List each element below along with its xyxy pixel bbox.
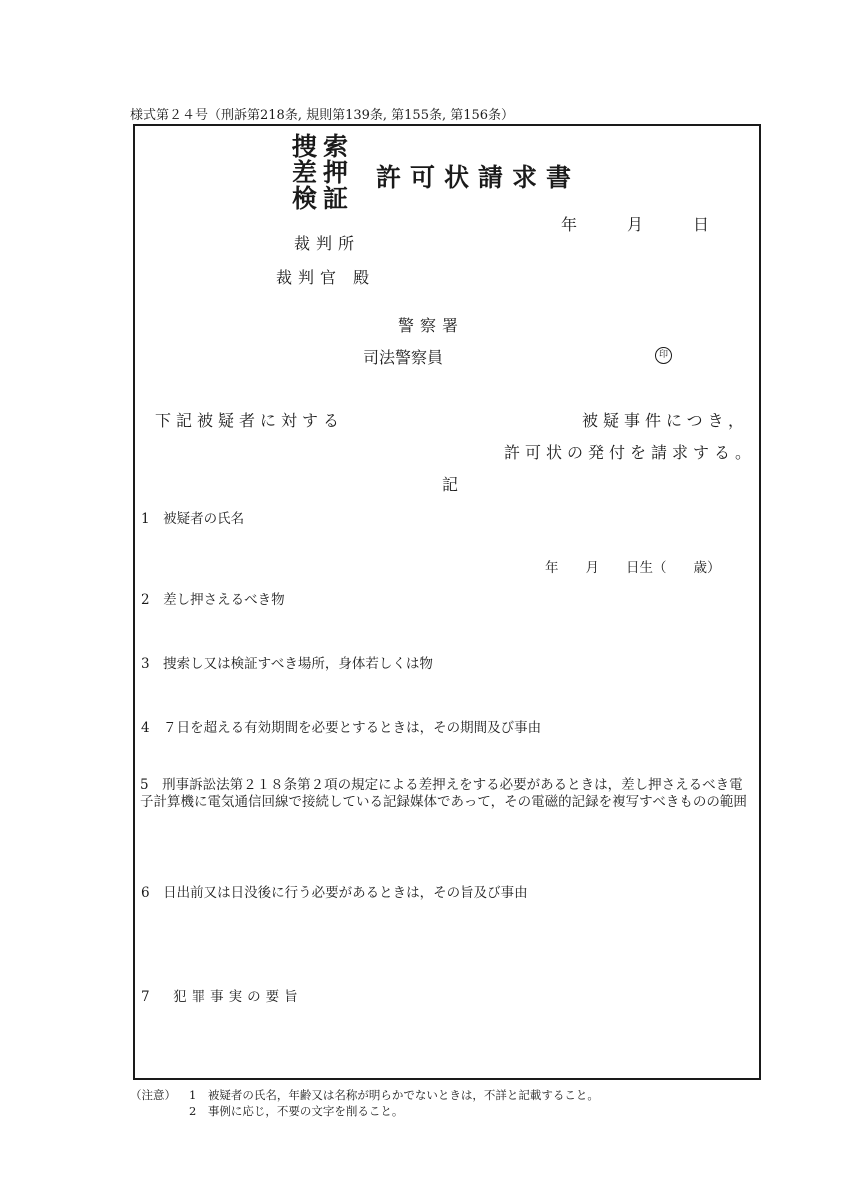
note-2: 2 事例に応じ，不要の文字を削ること。 — [189, 1104, 404, 1118]
request-case: 被疑事件につき， — [582, 411, 750, 430]
court-name: 裁判所 — [294, 234, 361, 253]
seal-mark: 印 — [655, 347, 672, 364]
item-4-validity-period: 4 ７日を超える有効期間を必要とするときは，その期間及び事由 — [141, 720, 542, 736]
item-5-electronic-records: 5 刑事訴訟法第２１８条第２項の規定による差押えをする必要があるときは，差し押さえるべき電子計算機に電気通信回線で接続している記録媒体であって，その電磁的記録を複写すべきものの範囲 — [140, 777, 747, 810]
officer-title: 司法警察員 — [363, 348, 444, 367]
item-2-items-to-seize: 2 差し押さえるべき物 — [141, 592, 285, 608]
notes-label: （注意） — [130, 1088, 176, 1102]
police-station: 警察署 — [398, 316, 465, 335]
title-option-inspection: 検証 — [292, 184, 355, 213]
judge-addressee: 裁判官 殿 — [276, 268, 376, 287]
title-option-seizure: 差押 — [292, 158, 355, 187]
date-line: 年 月 日 — [561, 215, 716, 234]
request-statement: 許可状の発付を請求する。 — [504, 443, 757, 462]
item-6-night-execution: 6 日出前又は日没後に行う必要があるときは，その旨及び事由 — [141, 885, 528, 901]
form-number-label: 様式第２４号（刑訴第218条, 規則第139条, 第155条, 第156条） — [130, 108, 515, 123]
birth-date-line: 年 月 日生（ 歳） — [545, 560, 721, 576]
title-main: 許可状請求書 — [376, 163, 581, 192]
item-1-suspect-name: 1 被疑者の氏名 — [141, 511, 245, 527]
ki-heading: 記 — [442, 475, 459, 494]
item-3-place-to-search: 3 捜索し又は検証すべき場所，身体若しくは物 — [141, 656, 433, 672]
note-1: 1 被疑者の氏名，年齢又は名称が明らかでないときは，不詳と記載すること。 — [189, 1088, 599, 1102]
request-subject: 下記被疑者に対する — [155, 411, 345, 430]
title-option-search: 捜索 — [292, 132, 355, 161]
item-7-crime-summary: 7 犯罪事実の要旨 — [141, 989, 303, 1005]
